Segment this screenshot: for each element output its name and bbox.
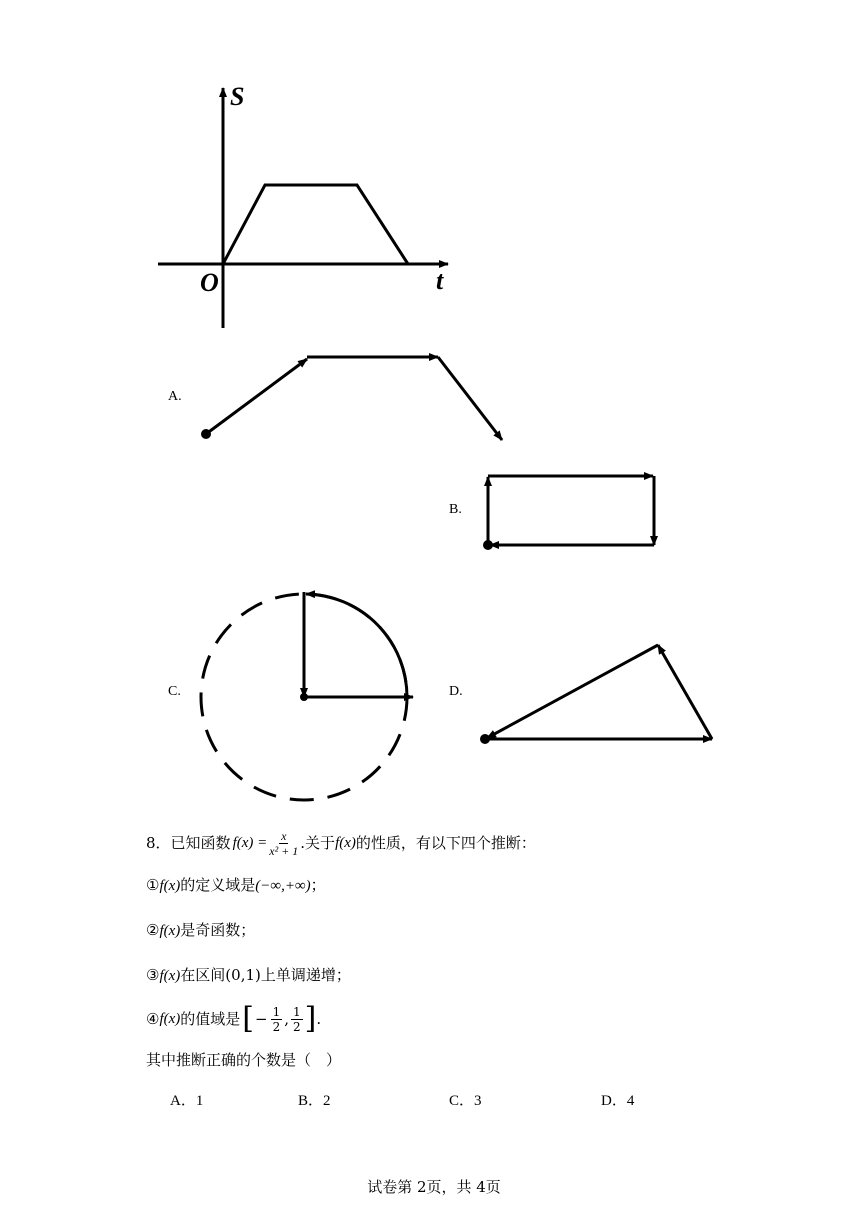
statement-tail: 上单调递增； (260, 966, 351, 984)
range-left-fraction (271, 1006, 283, 1033)
statement-math: (−∞,+∞) (255, 878, 311, 894)
x-axis-label: t (436, 266, 444, 295)
vector (206, 359, 307, 434)
range-left-num: 1 (272, 1004, 281, 1019)
function-fraction (269, 830, 298, 857)
vector (438, 357, 502, 440)
statement-func: f(x) (159, 968, 181, 984)
figure-d-label: D. (449, 684, 463, 699)
range-minus: − (255, 1009, 268, 1028)
figure-b (483, 476, 654, 550)
statement-marker: ④ (146, 1009, 160, 1028)
statement-tail: . (316, 1009, 322, 1028)
range-comma: , (284, 1009, 290, 1028)
statement-4 (146, 1001, 322, 1036)
figure-c (201, 592, 413, 800)
origin-label: O (200, 268, 219, 297)
option-b[interactable]: B．2 (298, 1093, 331, 1109)
statement-func: f(x) (159, 1010, 181, 1027)
fraction-numerator: x (281, 829, 287, 843)
range-right-num: 1 (293, 1004, 301, 1019)
question-prompt: 其中推断正确的个数是（ ） (146, 1051, 342, 1069)
statement-marker: ③ (146, 966, 160, 984)
statement-math: (0,1) (225, 966, 261, 984)
figure-a (201, 357, 502, 440)
stem-middle: .关于 (300, 834, 336, 852)
range-right-den: 2 (293, 1019, 301, 1034)
statement-text: 是奇函数； (180, 921, 256, 939)
vector (487, 645, 658, 738)
statement-marker: ① (146, 876, 160, 894)
statement-text: 的定义域是 (180, 876, 256, 894)
statement-3 (146, 968, 351, 984)
statement-2 (146, 923, 255, 939)
figure-a-label: A. (168, 389, 182, 404)
center-point (300, 693, 308, 701)
arc (306, 594, 407, 697)
range-left-bracket: [ (242, 1001, 255, 1036)
y-axis-label: S (230, 82, 245, 111)
question-number: 8． (146, 834, 171, 852)
option-a[interactable]: A．1 (170, 1093, 204, 1109)
statement-func: f(x) (159, 878, 181, 894)
range-right-bracket: ] (304, 1001, 317, 1036)
figure-c-label: C. (168, 684, 181, 699)
question-stem (146, 830, 536, 857)
statement-tail: ； (310, 876, 326, 894)
figure-b-label: B. (449, 502, 462, 517)
st-curve (223, 185, 408, 264)
statement-text: 的值域是 (180, 1009, 241, 1028)
vector (658, 645, 712, 739)
fraction-denominator: x² + 1 (269, 844, 299, 858)
stem-suffix: 的性质，有以下四个推断： (355, 834, 536, 852)
option-d[interactable]: D．4 (601, 1093, 635, 1109)
statement-text: 在区间 (180, 966, 226, 984)
figure-d (480, 645, 712, 744)
statement-1 (146, 878, 326, 894)
statement-func: f(x) (159, 923, 181, 939)
range-left-den: 2 (272, 1019, 281, 1034)
statement-marker: ② (146, 921, 160, 939)
option-c[interactable]: C．3 (449, 1093, 482, 1109)
stem-prefix: 已知函数 (170, 834, 231, 852)
page-footer: 试卷第 2页，共 4页 (367, 1178, 501, 1196)
function-name: f(x) = (232, 835, 268, 851)
function-ref: f(x) (335, 835, 356, 851)
range-right-fraction (291, 1006, 303, 1033)
